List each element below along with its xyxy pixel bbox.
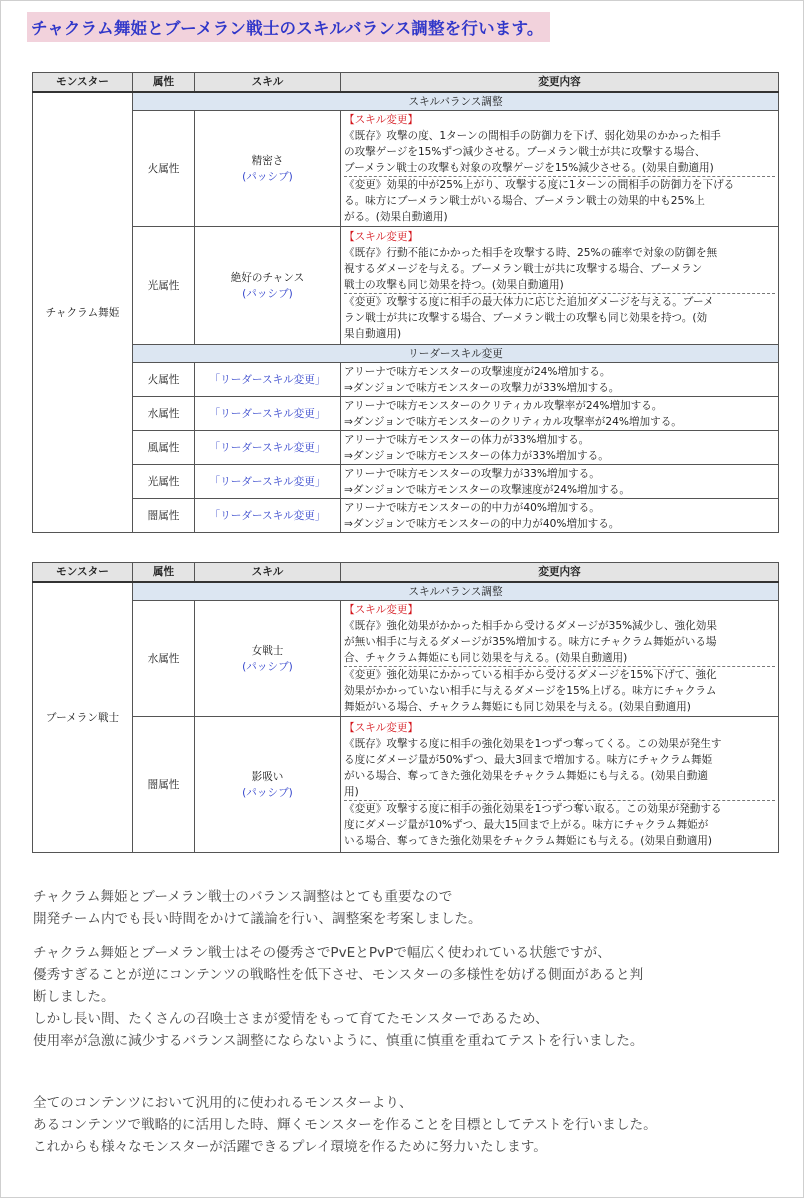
header-skill: スキル [195,73,341,93]
section-band: スキルバランス調整 [133,582,779,601]
paragraph-line: 使用率が急激に減少するバランス調整にならないように、慎重に慎重を重ねてテストを行いました。 [33,1033,644,1049]
paragraph-2 [33,942,643,1052]
monster-name: チャクラム舞姫 [33,92,133,533]
leader-line: ⇒ダンジョンで味方モンスターの攻撃速度が24%増加する。 [344,483,630,496]
before-line: 《既存》攻撃する度に相手の強化効果を1つずつ奪ってくる。この効果が発生す [344,738,722,750]
leader-line: アリーナで味方モンスターの攻撃速度が24%増加する。 [344,365,611,378]
after-line: 度にダメージ量が10%ずつ、最大15回まで上がる。味方にチャクラム舞姫が [344,819,709,831]
monster-name: ブーメラン戦士 [33,582,133,853]
leader-description [341,431,779,465]
paragraph-3 [33,1092,657,1158]
change-description [341,601,779,717]
skill-name: 絶好のチャンス [230,271,305,284]
header-attribute: 属性 [133,563,195,583]
paragraph-line: これからも様々なモンスターが活躍できるプレイ環境を作るために努力いたします。 [33,1139,547,1155]
attribute-cell: 闇属性 [133,717,195,853]
after-line: 《変更》強化効果にかかっている相手から受けるダメージを15%下げて、強化 [344,666,775,683]
attribute-cell: 水属性 [133,397,195,431]
attribute-cell: 風属性 [133,431,195,465]
skill-passive: (パッシブ) [242,786,293,799]
after-line: 《変更》効果的中が25%上がり、攻撃する度に1ターンの間相手の防御力を下げる [344,176,775,193]
after-line: 《変更》攻撃する度に相手の強化効果を1つずつ奪い取る。この効果が発動する [344,800,775,817]
header-monster: モンスター [33,563,133,583]
paragraph-1 [33,886,482,930]
skill-name: 女戦士 [251,644,284,657]
paragraph-line: あるコンテンツで戦略的に活用した時、輝くモンスターを作ることを目標としてテストを行いました。 [33,1117,657,1133]
before-line: ブーメラン戦士の攻撃も対象の攻撃ゲージを15%減少させる。(効果自動適用) [344,162,714,174]
skill-passive: (パッシブ) [242,170,293,183]
leader-skill-cell: 「リーダースキル変更」 [195,397,341,431]
leader-line: アリーナで味方モンスターの攻撃力が33%増加する。 [344,467,600,480]
after-line: る。味方にブーメラン戦士がいる場合、ブーメラン戦士の効果的中も25%上 [344,195,705,207]
before-line: 《既存》強化効果がかかった相手から受けるダメージが35%減少し、強化効果 [344,620,717,632]
skill-cell [195,111,341,227]
after-line: 舞姫がいる場合、チャクラム舞姫にも同じ効果を与える。(効果自動適用) [344,701,691,713]
header-monster: モンスター [33,73,133,93]
before-line: る度にダメージ量が50%ずつ、最大3回まで増加する。味方にチャクラム舞姫 [344,754,713,766]
leader-skill-cell: 「リーダースキル変更」 [195,499,341,533]
before-line: がいる場合、奪ってきた強化効果をチャクラム舞姫にも与える。(効果自動適 [344,770,708,782]
paragraph-line: しかし長い間、たくさんの召喚士さまが愛情をもって育てたモンスターであるため、 [33,1011,549,1027]
leader-line: ⇒ダンジョンで味方モンスターの攻撃力が33%増加する。 [344,381,620,394]
leader-skill-cell: 「リーダースキル変更」 [195,363,341,397]
after-line: 効果がかかっていない相手に与えるダメージを15%上げる。味方にチャクラム [344,685,717,697]
before-line: 《既存》攻撃の度、1ターンの間相手の防御力を下げ、弱化効果のかかった相手 [344,130,721,142]
change-description [341,717,779,853]
skill-name: 精密さ [251,154,284,167]
leader-line: アリーナで味方モンスターのクリティカル攻撃率が24%増加する。 [344,399,663,412]
before-line: 《既存》行動不能にかかった相手を攻撃する時、25%の確率で対象の防御を無 [344,247,718,259]
paragraph-line: 開発チーム内でも長い時間をかけて議論を行い、調整案を考案しました。 [33,911,482,927]
boomerang-skill-table [32,562,779,853]
skill-cell [195,601,341,717]
header-changes: 変更内容 [341,73,779,93]
paragraph-line: 優秀すぎることが逆にコンテンツの戦略性を低下させ、モンスターの多様性を妨げる側面があると判 [33,967,644,983]
before-line: 合、チャクラム舞姫にも同じ効果を与える。(効果自動適用) [344,652,628,664]
before-line: 用) [344,786,359,798]
attribute-cell: 火属性 [133,363,195,397]
leader-description [341,465,779,499]
before-line: の攻撃ゲージを15%ずつ減少させる。ブーメラン戦士が共に攻撃する場合、 [344,146,706,158]
leader-description [341,397,779,431]
change-tag: 【スキル変更】 [344,114,419,126]
attribute-cell: 火属性 [133,111,195,227]
header-changes: 変更内容 [341,563,779,583]
change-tag: 【スキル変更】 [344,231,419,243]
leader-line: ⇒ダンジョンで味方モンスターのクリティカル攻撃率が24%増加する。 [344,415,682,428]
change-tag: 【スキル変更】 [344,604,419,616]
leader-line: ⇒ダンジョンで味方モンスターの的中力が40%増加する。 [344,517,620,530]
skill-passive: (パッシブ) [242,287,293,300]
skill-cell [195,227,341,345]
header-attribute: 属性 [133,73,195,93]
skill-passive: (パッシブ) [242,660,293,673]
section-band: スキルバランス調整 [133,92,779,111]
paragraph-line: 全てのコンテンツにおいて汎用的に使われるモンスターより、 [33,1095,413,1111]
before-line: が無い相手に与えるダメージが35%増加する。味方にチャクラム舞姫がいる場 [344,636,717,648]
attribute-cell: 光属性 [133,227,195,345]
change-description [341,111,779,227]
attribute-cell: 光属性 [133,465,195,499]
leader-skill-cell: 「リーダースキル変更」 [195,431,341,465]
attribute-cell: 水属性 [133,601,195,717]
change-description [341,227,779,345]
leader-skill-cell: 「リーダースキル変更」 [195,465,341,499]
before-line: 視するダメージを与える。ブーメラン戦士が共に攻撃する場合、ブーメラン [344,263,703,275]
leader-description [341,363,779,397]
after-line: 《変更》攻撃する度に相手の最大体力に応じた追加ダメージを与える。ブーメ [344,293,775,310]
page-title: チャクラム舞姫とブーメラン戦士のスキルバランス調整を行います。 [27,12,550,42]
skill-name: 影吸い [251,770,284,783]
after-line: 果自動適用) [344,328,402,340]
before-line: 戦士の攻撃も同じ効果を持つ。(効果自動適用) [344,279,564,291]
after-line: がる。(効果自動適用) [344,211,448,223]
paragraph-line: 断しました。 [33,989,115,1005]
after-line: ラン戦士が共に攻撃する場合、ブーメラン戦士の攻撃も同じ効果を持つ。(効 [344,312,708,324]
leader-line: ⇒ダンジョンで味方モンスターの体力が33%増加する。 [344,449,609,462]
header-skill: スキル [195,563,341,583]
leader-description [341,499,779,533]
leader-line: アリーナで味方モンスターの体力が33%増加する。 [344,433,590,446]
leader-line: アリーナで味方モンスターの的中力が40%増加する。 [344,501,600,514]
after-line: いる場合、奪ってきた強化効果をチャクラム舞姫にも与える。(効果自動適用) [344,835,713,847]
change-tag: 【スキル変更】 [344,722,419,734]
chakram-skill-table [32,72,779,533]
paragraph-line: チャクラム舞姫とブーメラン戦士はその優秀さでPvEとPvPで幅広く使われている状態ですが、 [33,945,611,961]
section-band: リーダースキル変更 [133,345,779,363]
attribute-cell: 闇属性 [133,499,195,533]
paragraph-line: チャクラム舞姫とブーメラン戦士のバランス調整はとても重要なので [33,889,453,905]
skill-cell [195,717,341,853]
